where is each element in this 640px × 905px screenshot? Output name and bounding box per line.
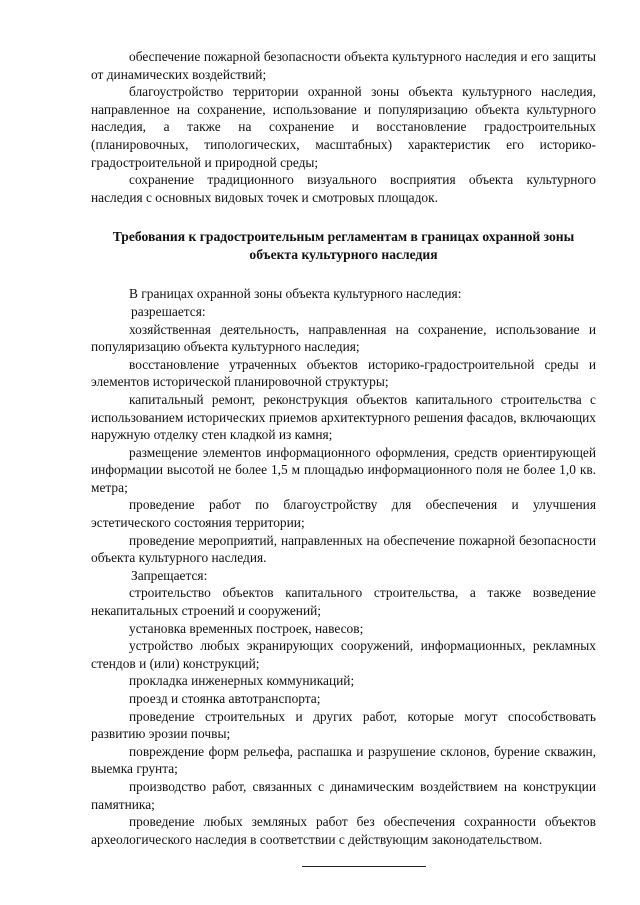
intro-paragraph: сохранение традиционного визуального восприятия объекта культурного наследия с основных видовых точек и смотровых площадок. xyxy=(91,172,596,205)
forbidden-item: проведение любых земляных работ без обеспечения сохранности объектов археологического наследия в соответствии с действующим законодательством. xyxy=(91,814,596,847)
allowed-item: размещение элементов информационного оформления, средств ориентирующей информации высотой не более 1,5 м площадью информационного поля не более 1,0 кв. метра; xyxy=(91,444,596,495)
forbidden-item: производство работ, связанных с динамическим воздействием на конструкции памятника; xyxy=(91,778,596,812)
section-heading: Требования к градостроительным регламентам в границах охранной зоны объекта культурного наследия xyxy=(112,229,575,263)
allowed-item: хозяйственная деятельность, направленная на сохранение, использование и популяризацию объекта культурного наследия; xyxy=(91,321,596,355)
forbidden-item: установка временных построек, навесов; xyxy=(129,620,364,636)
allowed-label: разрешается: xyxy=(131,303,206,319)
section-intro: В границах охранной зоны объекта культурного наследия: xyxy=(129,286,462,302)
forbidden-item: прокладка инженерных коммуникаций; xyxy=(129,673,355,689)
document-page xyxy=(91,48,596,848)
allowed-item: капитальный ремонт, реконструкция объектов капитального строительства с использованием исторических приемов архитектурного решения фасадов, включающих наружную отделку стен кладкой из камня; xyxy=(91,391,596,443)
forbidden-item: устройство любых экранирующих сооружений, информационных, рекламных стендов и (или) конструкций; xyxy=(91,638,596,671)
intro-paragraph: благоустройство территории охранной зоны объекта культурного наследия, направленное на сохранение, использование и популяризацию объекта культурного наследия, а также на сохранение и восстановление градостроительных (планировочных, типологических, масштабных) характеристик его историко-градостроительной и природной среды; xyxy=(91,84,596,170)
footer-divider xyxy=(302,866,426,867)
forbidden-label: Запрещается: xyxy=(131,567,208,583)
allowed-item: проведение работ по благоустройству для обеспечения и улучшения эстетического состояния территории; xyxy=(91,497,596,531)
forbidden-item: проведение строительных и других работ, которые могут способствовать развитию эрозии почвы; xyxy=(91,708,596,742)
forbidden-item: строительство объектов капитального строительства, а также возведение некапитальных строений и сооружений; xyxy=(91,585,596,619)
intro-paragraph: обеспечение пожарной безопасности объекта культурного наследия и его защиты от динамических воздействий; xyxy=(91,49,596,82)
allowed-item: проведение мероприятий, направленных на обеспечение пожарной безопасности объекта культурного наследия. xyxy=(91,532,596,566)
forbidden-item: проезд и стоянка автотранспорта; xyxy=(129,691,321,706)
allowed-item: восстановление утраченных объектов историко-градостроительной среды и элементов исторической планировочной структуры; xyxy=(91,356,596,390)
forbidden-item: повреждение форм рельефа, распашка и разрушение склонов, бурение скважин, выемка грунта; xyxy=(91,743,596,777)
